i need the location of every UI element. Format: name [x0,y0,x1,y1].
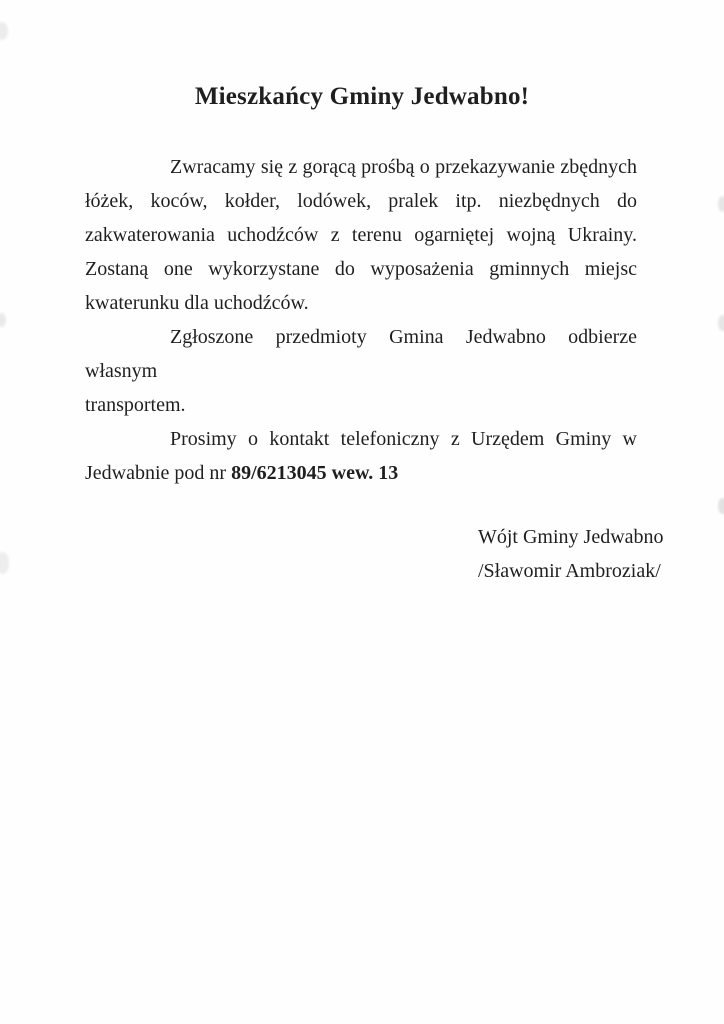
signature-title: Wójt Gminy Jedwabno [478,526,664,548]
signature-block [478,520,664,588]
body-line: zakwaterowania uchodźców z terenu ogarniętej wojną Ukrainy. [85,224,637,246]
scan-artifact [718,498,724,514]
body-line: Zostaną one wykorzystane do wyposażenia gminnych miejsc [85,258,637,280]
phone-number: 89/6213045 wew. 13 [231,462,399,484]
body-line: transportem. [85,394,186,416]
signature-name: /Sławomir Ambroziak/ [478,560,661,582]
scan-artifact [0,552,9,574]
body-line: Zgłoszone przedmioty Gmina Jedwabno odbierze własnym [85,326,637,382]
scan-artifact [718,196,724,212]
scan-artifact [0,313,6,327]
document-title: Mieszkańcy Gminy Jedwabno! [194,83,530,110]
body-line: Zwracamy się z gorącą prośbą o przekazywanie zbędnych [170,156,637,178]
body-line: Prosimy o kontakt telefoniczny z Urzędem Gminy w [170,428,637,450]
phone-line-prefix: Jedwabnie pod nr [85,462,227,484]
body-line: kwaterunku dla uchodźców. [85,292,309,314]
document-body [85,150,637,490]
scan-artifact [718,315,724,331]
body-line-phone [85,456,637,490]
body-line: łóżek, koców, kołder, lodówek, pralek itp. niezbędnych do [85,190,637,212]
